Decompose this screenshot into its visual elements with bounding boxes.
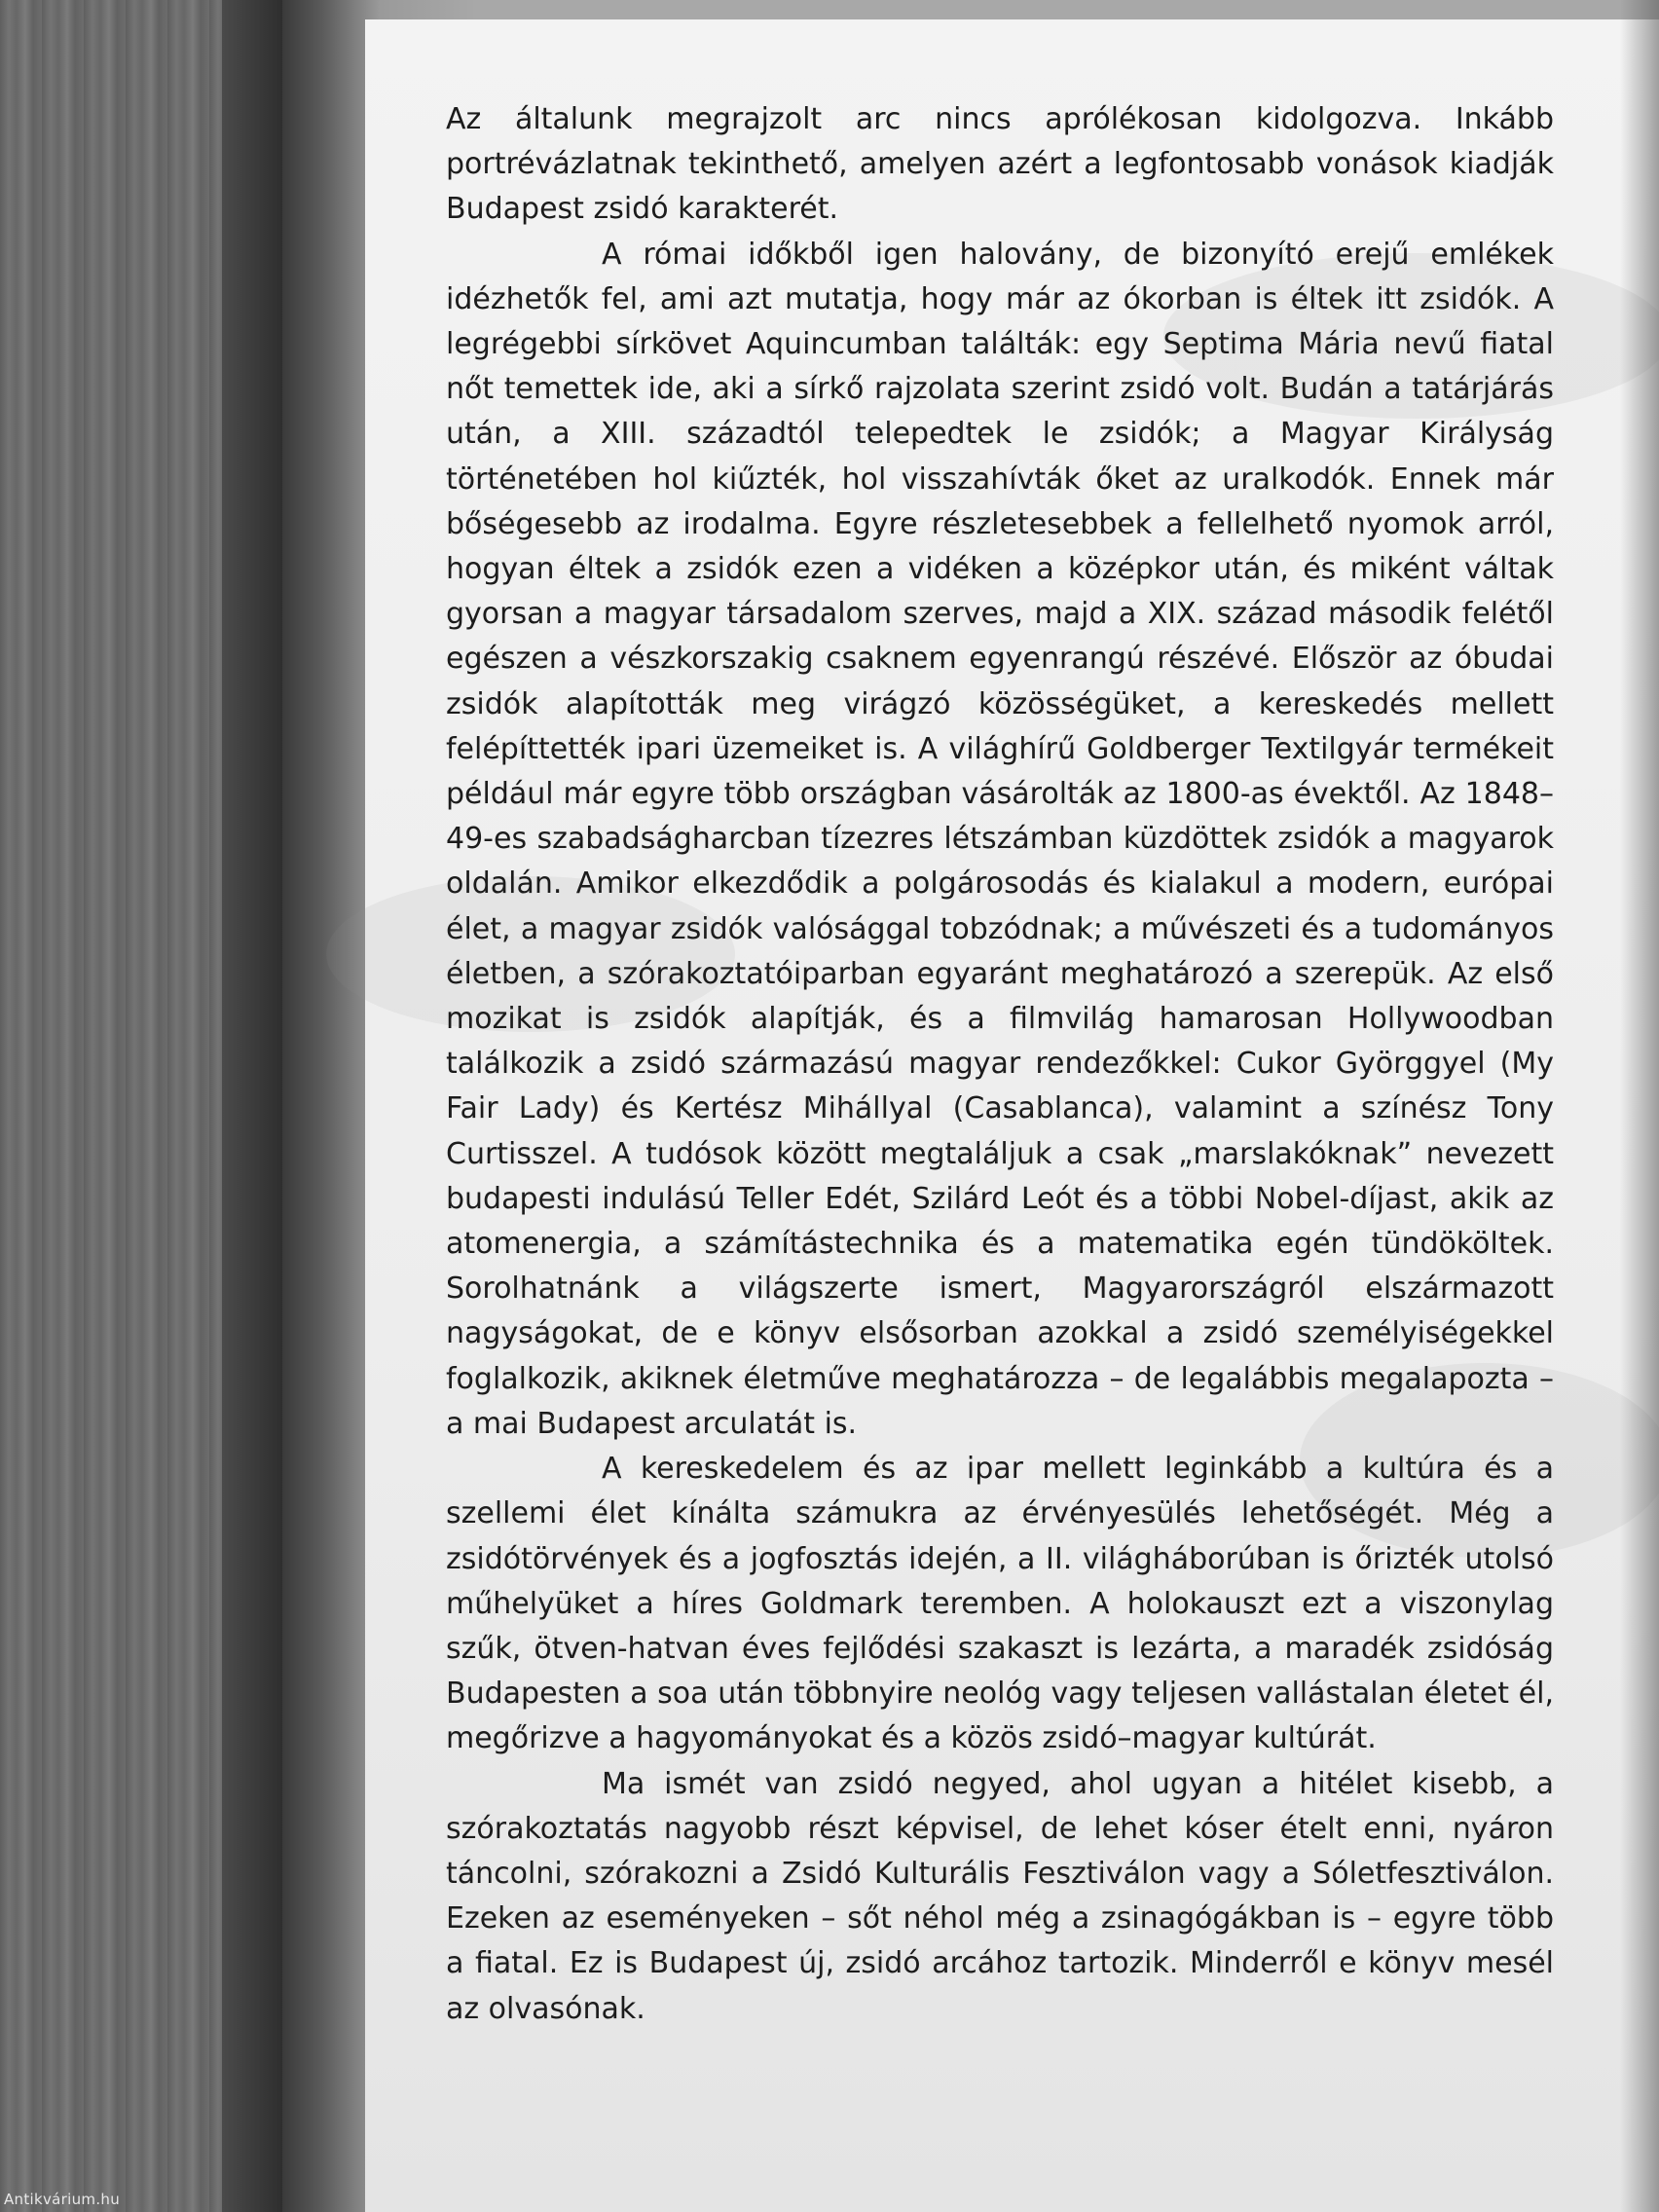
watermark: Antikvárium.hu [4,2191,121,2208]
page-right-shadow [1620,0,1659,2212]
paragraph-2: A római időkből igen halovány, de bizonyító erejű emlékek idézhetők fel, ami azt mutatja, hogy már az ókorban is éltek itt zsidók. A legrégebbi sírkövet Aquincumban találták: egy Septima Mária nevű fiatal nőt temettek ide, aki a sírkő rajzolata szerint zsidó volt. Budán a tatárjárás után, a XIII. századtól telepedtek le zsidók; a Magyar Királyság történetében hol kiűzték, hol visszahívták őket az uralkodók. Ennek már bőségesebb az irodalma. Egyre részletesebbek a fellelhető nyomok arról, hogyan éltek a zsidók ezen a vidéken a középkor után, és miként váltak gyorsan a magyar társadalom szerves, majd a XIX. század második felétől egészen a vészkorszakig csaknem egyenrangú részévé. Először az óbudai zsidók alapították meg virágzó közösségüket, a kereskedés mellett felépíttették ipari üzemeiket is. A világhírű Goldberger Textilgyár termékeit például már egyre több országban vásárolták az 1800-as évektől. Az 1848–49-es szabadságharcban tízezres létszámban küzdöttek zsidók a magyarok oldalán. Amikor elkezdődik a polgárosodás és kialakul a modern, európai élet, a magyar zsidók valósággal tobzódnak; a művészeti és a tudományos életben, a szórakoztatóiparban egyaránt meghatározó a szerepük. Az első mozikat is zsidók alapítják, és a filmvilág hamarosan Hollywoodban találkozik a zsidó származású magyar rendezőkkel: Cukor Györggyel (My Fair Lady) és Kertész Mihállyal (Casablanca), valamint a színész Tony Curtisszel. A tudósok között megtaláljuk a csak „marslakóknak” nevezett budapesti indulású Teller Edét, Szilárd Leót és a többi Nobel-díjast, akik az atomenergia, a számítástechnika és a matematika egén tündököltek. Sorolhatnánk a világszerte ismert, Magyarországról elszármazott nagyságokat, de e könyv elsősorban azokkal a zsidó személyiségekkel foglalkozik, akiknek életműve meghatározza – de legalábbis megalapozta – a mai Budapest arculatát is. [446,237,1554,1441]
paragraph-3: A kereskedelem és az ipar mellett leginkább a kultúra és a szellemi élet kínálta számukra az érvényesülés lehetőségét. Még a zsidótörvények és a jogfosztás idején, a II. világháborúban is őrizték utolsó műhelyüket a híres Goldmark teremben. A holokauszt ezt a viszonylag szűk, ötven-hatvan éves fejlődési szakaszt is lezárta, a maradék zsidóság Budapesten a soa után többnyire neológ vagy teljesen vallástalan életet él, megőrizve a hagyományokat és a közös zsidó–magyar kultúrát. [446,1452,1554,1756]
body-text [446,97,1554,2032]
paragraph-1: Az általunk megrajzolt arc nincs aprólékosan kidolgozva. Inkább portrévázlatnak tekinthető, amelyen azért a legfontosabb vonások kiadják Budapest zsidó karakterét. [446,102,1554,227]
paragraph-4: Ma ismét van zsidó negyed, ahol ugyan a hitélet kisebb, a szórakoztatás nagyobb részt képvisel, de lehet kóser ételt enni, nyáron táncolni, szórakozni a Zsidó Kulturális Fesztiválon vagy a Sóletfesztiválon. Ezeken az eseményeken – sőt néhol még a zsinagógákban is – egyre több a fiatal. Ez is Budapest új, zsidó arcához tartozik. Minderről e könyv mesél az olvasónak. [446,1766,1554,2026]
